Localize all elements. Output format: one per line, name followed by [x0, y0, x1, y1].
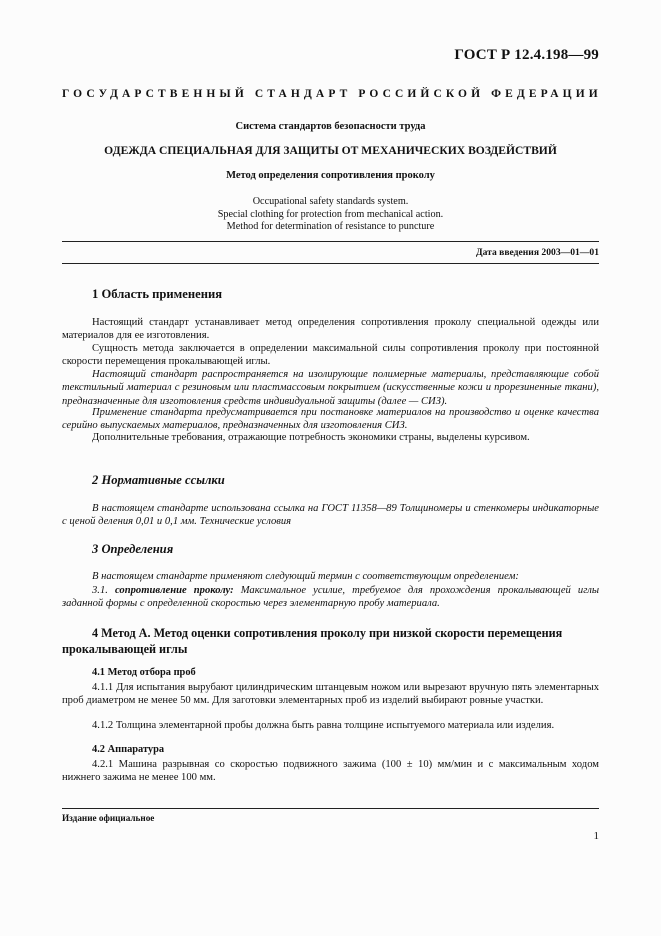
section-heading-scope: 1 Область применения — [92, 287, 223, 301]
paragraph: 4.1.2 Толщина элементарной пробы должна быть равна толщине испытуемого материала или изделия. — [92, 720, 555, 731]
defined-term: сопротивление проколу: — [114, 585, 234, 596]
paragraph-italic: Применение стандарта предусматривается при постановке материалов на производство и оценке качества серийно выпускаемых материалов, предназначенных для изготовления СИЗ. — [62, 407, 599, 432]
introduction-date: Дата введения 2003—01—01 — [476, 247, 599, 258]
paragraph: Сущность метода заключается в определении максимальной силы сопротивления проколу при постоянной скорости перемещения прокалывающей иглы. — [62, 343, 599, 368]
paragraph: 4.1.1 Для испытания вырубают цилиндрическим штанцевым ножом или вырезают вручную пять элементарных проб диаметром не менее 50 мм. Для заготовки элементарных проб из изделий выбирают ровные участки. — [62, 682, 599, 707]
english-title-line: Special clothing for protection from mechanical action. — [217, 208, 444, 220]
definition-number: 3.1. — [92, 585, 108, 596]
state-standard-title: ГОСУДАРСТВЕННЫЙ СТАНДАРТ РОССИЙСКОЙ ФЕДЕРАЦИИ — [62, 88, 602, 100]
footer-divider — [62, 808, 599, 809]
english-title-block — [62, 196, 599, 234]
section-heading-references: 2 Нормативные ссылки — [92, 473, 225, 487]
official-edition-label: Издание официальное — [62, 813, 155, 823]
definition-text: Максимальное усилие, требуемое для прохождения прокалывающей иглы заданной формы с определенной скоростью через элементарную пробу материала. — [62, 585, 599, 610]
paragraph: 4.2.1 Машина разрывная со скоростью подвижного зажима (100 ± 10) мм/мин и с максимальным ходом нижнего зажима не менее 100 мм. — [62, 759, 599, 784]
title-divider — [62, 241, 599, 242]
paragraph: Настоящий стандарт устанавливает метод определения сопротивления проколу специальной одежды или материалов для ее изготовления. — [62, 317, 599, 342]
date-divider — [62, 263, 599, 264]
section-heading-method-a: 4 Метод А. Метод оценки сопротивления проколу при низкой скорости перемещения прокалывающей иглы — [62, 626, 563, 656]
paragraph-italic: Настоящий стандарт распространяется на изолирующие полимерные материалы, представляющие собой текстильный материал с резиновым или пластмассовым покрытием (искусственные кожи и прорезиненные ткани), предназначенные для изготовления средств индивидуальной защиты (далее — СИЗ). — [62, 369, 599, 407]
paragraph-italic: В настоящем стандарте использована ссылка на ГОСТ 11358—89 Толщиномеры и стенкомеры индикаторные с ценой деления 0,01 и 0,1 мм. Технические условия — [62, 503, 599, 528]
paragraph: Дополнительные требования, отражающие потребность экономики страны, выделены курсивом. — [92, 432, 530, 443]
subsection-heading: 4.2 Аппаратура — [92, 744, 165, 755]
standard-main-title: ОДЕЖДА СПЕЦИАЛЬНАЯ ДЛЯ ЗАЩИТЫ ОТ МЕХАНИЧЕСКИХ ВОЗДЕЙСТВИЙ — [104, 144, 557, 157]
english-title-line: Method for determination of resistance to puncture — [226, 221, 435, 232]
subsection-heading: 4.1 Метод отбора проб — [92, 667, 196, 678]
document-number: ГОСТ Р 12.4.198—99 — [454, 47, 599, 63]
paragraph-italic: В настоящем стандарте применяют следующий термин с соответствующим определением: — [92, 571, 519, 582]
section-heading-definitions: 3 Определения — [92, 542, 174, 556]
standard-method-title: Метод определения сопротивления проколу — [226, 170, 435, 181]
standards-series: Система стандартов безопасности труда — [235, 121, 426, 132]
english-title-line: Occupational safety standards system. — [252, 196, 409, 207]
definition-paragraph — [62, 584, 599, 611]
page-number: 1 — [593, 830, 599, 842]
